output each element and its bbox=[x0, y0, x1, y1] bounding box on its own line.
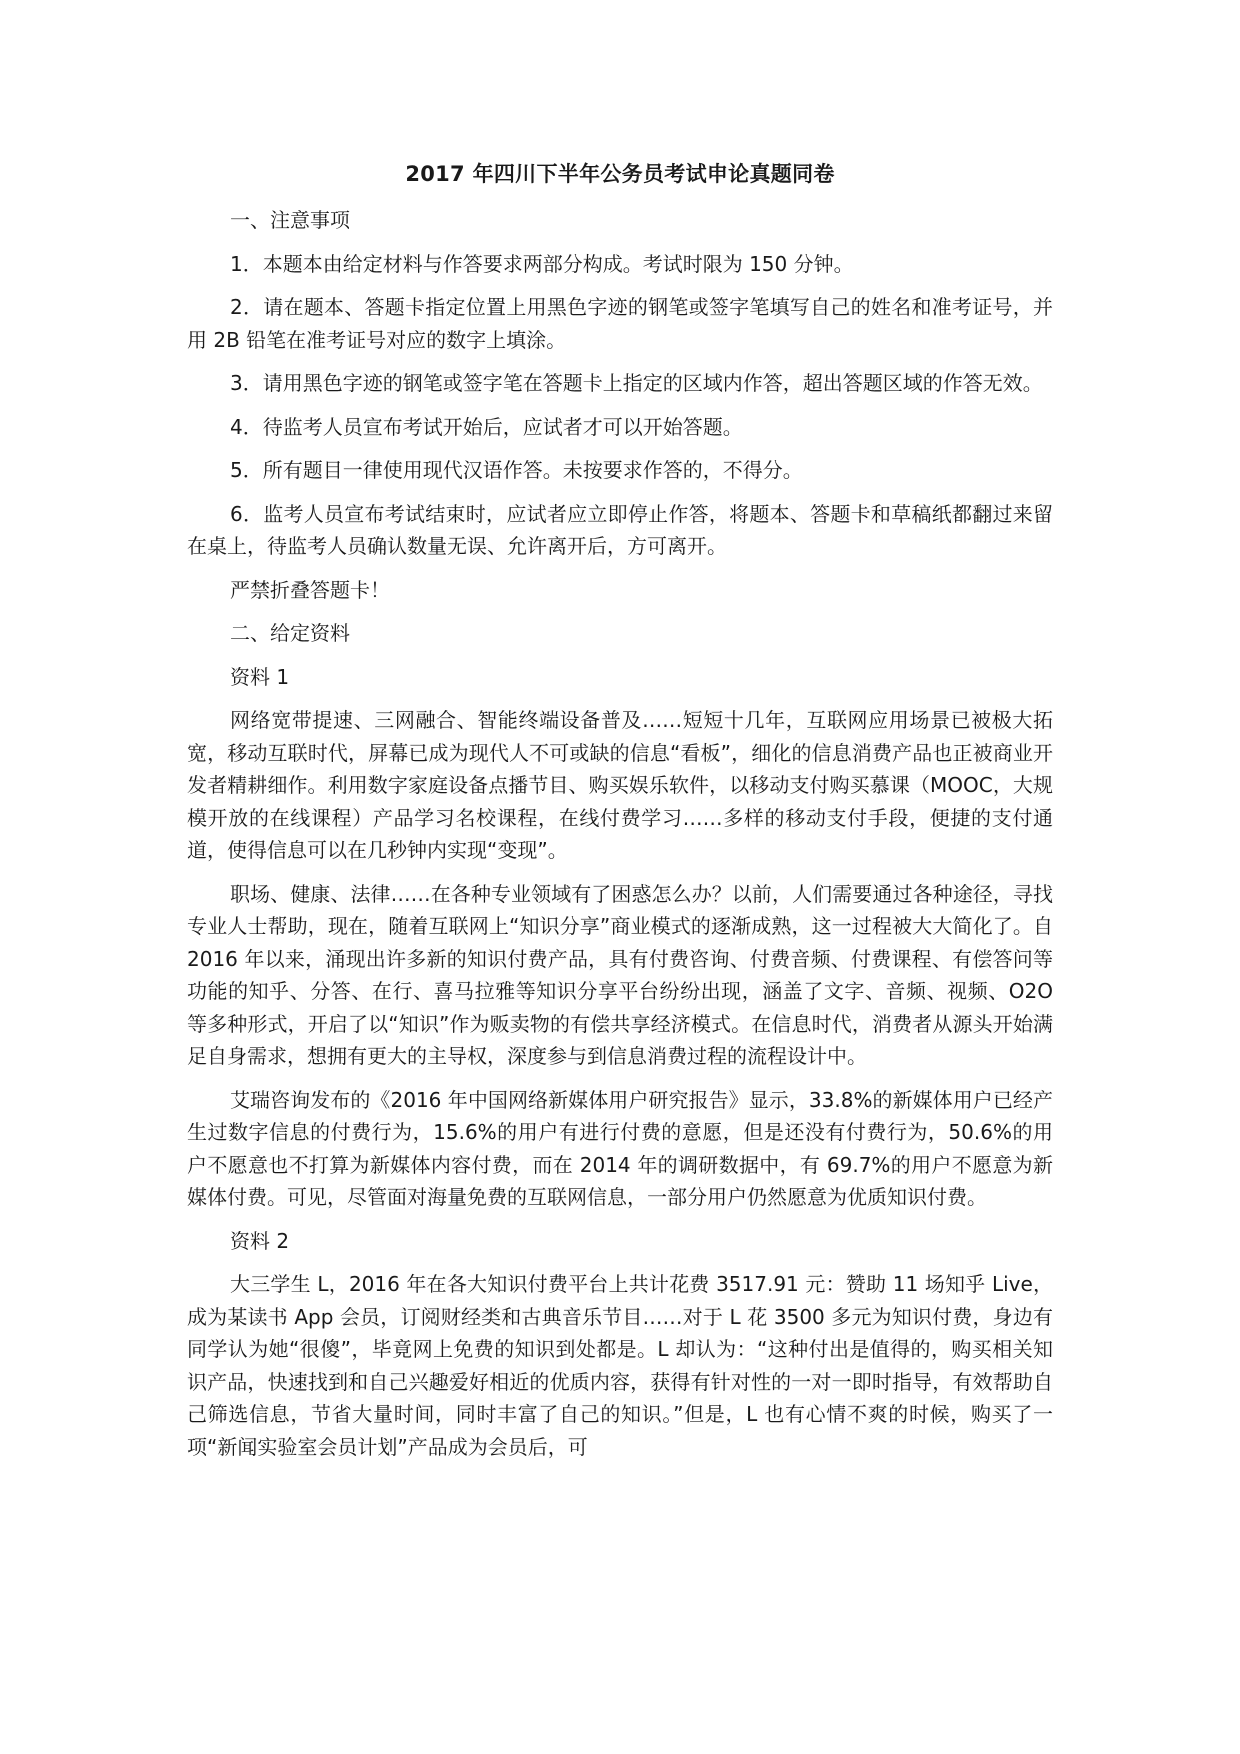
material-1-paragraph: 职场、健康、法律……在各种专业领域有了困惑怎么办？以前，人们需要通过各种途径，寻找专业人士帮助，现在，随着互联网上“知识分享”商业模式的逐渐成熟，这一过程被大大简化了。自 2016 年以来，涌现出许多新的知识付费产品，具有付费咨询、付费音频、付费课程、有偿答问等功能的知乎、分答、在行、喜马拉雅等知识分享平台纷纷出现，涵盖了文字、音频、视频、O2O 等多种形式，开启了以“知识”作为贩卖物的有偿共享经济模式。在信息时代，消费者从源头开始满足自身需求，想拥有更大的主导权，深度参与到信息消费过程的流程设计中。 bbox=[187, 881, 1053, 1068]
note-item-4: 4．待监考人员宣布考试开始后，应试者才可以开始答题。 bbox=[230, 414, 743, 439]
note-item-6: 6．监考人员宣布考试结束时，应试者应立即停止作答，将题本、答题卡和草稿纸都翻过来留在桌上，待监考人员确认数量无误、允许离开后，方可离开。 bbox=[187, 501, 1053, 558]
section-heading-notes: 一、注意事项 bbox=[230, 208, 350, 232]
section-heading-materials: 二、给定资料 bbox=[230, 621, 350, 645]
warning-text: 严禁折叠答题卡！ bbox=[230, 577, 390, 602]
document-page bbox=[187, 160, 1053, 1474]
material-1-paragraph: 网络宽带提速、三网融合、智能终端设备普及……短短十几年，互联网应用场景已被极大拓宽，移动互联时代，屏幕已成为现代人不可或缺的信息“看板”，细化的信息消费产品也正被商业开发者精耕细作。利用数字家庭设备点播节目、购买娱乐软件，以移动支付购买慕课（MOOC，大规模开放的在线课程）产品学习名校课程，在线付费学习……多样的移动支付手段，便捷的支付通道，使得信息可以在几秒钟内实现“变现”。 bbox=[187, 708, 1053, 862]
document-title: 2017 年四川下半年公务员考试申论真题同卷 bbox=[405, 162, 835, 186]
material-2-paragraph: 大三学生 L，2016 年在各大知识付费平台上共计花费 3517.91 元：赞助 11 场知乎 Live，成为某读书 App 会员，订阅财经类和古典音乐节目……对于 L 花 3500 多元为知识付费，身边有同学认为她“很傻”，毕竟网上免费的知识到处都是。L 却认为：“这种付出是值得的，购买相关知识产品，快速找到和自己兴趣爱好相近的优质内容，获得有针对性的一对一即时指导，有效帮助自己筛选信息，节省大量时间，同时丰富了自己的知识。”但是，L 也有心情不爽的时候，购买了一项“新闻实验室会员计划”产品成为会员后，可 bbox=[187, 1272, 1053, 1459]
material-1-paragraph: 艾瑞咨询发布的《2016 年中国网络新媒体用户研究报告》显示，33.8%的新媒体用户已经产生过数字信息的付费行为，15.6%的用户有进行付费的意愿，但是还没有付费行为，50.6%的用户不愿意也不打算为新媒体内容付费，而在 2014 年的调研数据中，有 69.7%的用户不愿意为新媒体付费。可见，尽管面对海量免费的互联网信息，一部分用户仍然愿意为优质知识付费。 bbox=[187, 1087, 1053, 1209]
material-1-heading: 资料 1 bbox=[230, 664, 290, 689]
note-item-5: 5．所有题目一律使用现代汉语作答。未按要求作答的，不得分。 bbox=[230, 458, 803, 482]
note-item-3: 3．请用黑色字迹的钢笔或签字笔在答题卡上指定的区域内作答，超出答题区域的作答无效。 bbox=[230, 371, 1043, 395]
note-item-2: 2．请在题本、答题卡指定位置上用黑色字迹的钢笔或签字笔填写自己的姓名和准考证号，并用 2B 铅笔在准考证号对应的数字上填涂。 bbox=[187, 295, 1053, 352]
material-2-heading: 资料 2 bbox=[230, 1228, 290, 1253]
note-item-1: 1．本题本由给定材料与作答要求两部分构成。考试时限为 150 分钟。 bbox=[230, 251, 854, 276]
